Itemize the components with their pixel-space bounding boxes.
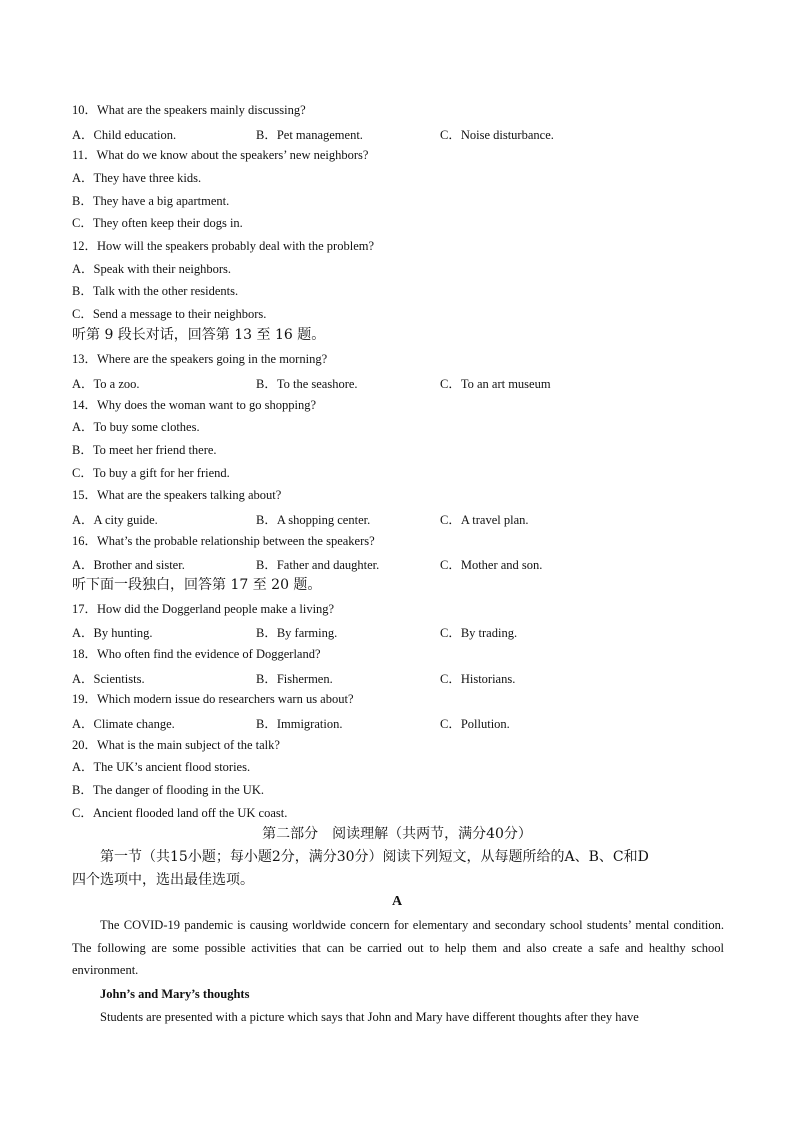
question-19-option-b: B．Immigration. [256,717,343,731]
question-16-option-b: B．Father and daughter. [256,558,380,572]
passage-paragraph-1: The COVID-19 pandemic is causing worldwide concern for elementary and secondary school students’ mental condition. The following are some possible activities that can be carried out to help them and also create a safe and healthy school environment. [72,918,724,977]
question-17-option-a: A．By hunting. [72,626,153,640]
question-12-option-b: B．Talk with the other residents. [72,284,239,298]
question-14-option-a: A．To buy some clothes. [72,420,200,434]
part-2-title: 第二部分 阅读理解（共两节，满分40分） [262,826,532,842]
question-11-option-c: C．They often keep their dogs in. [72,216,243,230]
question-12-option-a: A．Speak with their neighbors. [72,262,232,276]
question-13-option-c: C．To an art museum [440,377,551,391]
question-13-option-b: B．To the seashore. [256,377,358,391]
question-18-option-a: A．Scientists. [72,672,145,686]
passage-subheading: John’s and Mary’s thoughts [100,987,250,1001]
question-11-stem: 11．What do we know about the speakers’ new neighbors? [72,148,369,162]
question-17-stem: 17．How did the Doggerland people make a living? [72,602,335,616]
instruction-monologue: 听下面一段独白，回答第 17 至 20 题。 [72,577,322,593]
question-16-option-c: C．Mother and son. [440,558,543,572]
question-17-option-c: C．By trading. [440,626,518,640]
instruction-dialogue-9: 听第 9 段长对话，回答第 13 至 16 题。 [72,327,326,343]
question-16-option-a: A．Brother and sister. [72,558,185,572]
question-20-option-a: A．The UK’s ancient flood stories. [72,760,251,774]
question-15-option-c: C．A travel plan. [440,513,529,527]
section-1-instruction-line-2: 四个选项中，选出最佳选项。 [72,872,254,888]
question-13-stem: 13．Where are the speakers going in the morning? [72,352,328,366]
question-10-option-a: A．Child education. [72,128,177,142]
question-11-option-b: B．They have a big apartment. [72,194,230,208]
question-15-option-a: A．A city guide. [72,513,158,527]
passage-paragraph-2: Students are presented with a picture which says that John and Mary have different thoughts after they have [100,1010,639,1024]
section-1-instruction-line-1: 第一节（共15小题；每小题2分，满分30分）阅读下列短文，从每题所给的A、B、C和D [100,849,649,865]
question-20-option-b: B．The danger of flooding in the UK. [72,783,264,797]
question-20-stem: 20．What is the main subject of the talk? [72,738,280,752]
question-10-option-c: C．Noise disturbance. [440,128,554,142]
question-12-option-c: C．Send a message to their neighbors. [72,307,267,321]
question-11-option-a: A．They have three kids. [72,171,202,185]
question-10-option-b: B．Pet management. [256,128,363,142]
question-19-option-a: A．Climate change. [72,717,175,731]
passage-label: A [391,894,403,909]
question-19-stem: 19．Which modern issue do researchers warn us about? [72,692,354,706]
question-14-option-c: C．To buy a gift for her friend. [72,466,230,480]
question-14-stem: 14．Why does the woman want to go shopping? [72,398,317,412]
question-19-option-c: C．Pollution. [440,717,510,731]
question-15-stem: 15．What are the speakers talking about? [72,488,282,502]
question-18-option-b: B．Fishermen. [256,672,333,686]
question-16-stem: 16．What’s the probable relationship between the speakers? [72,534,375,548]
question-12-stem: 12．How will the speakers probably deal with the problem? [72,239,375,253]
question-18-stem: 18．Who often find the evidence of Doggerland? [72,647,321,661]
question-10-stem: 10．What are the speakers mainly discussing? [72,103,306,117]
question-14-option-b: B．To meet her friend there. [72,443,217,457]
question-15-option-b: B．A shopping center. [256,513,371,527]
question-18-option-c: C．Historians. [440,672,516,686]
question-20-option-c: C．Ancient flooded land off the UK coast. [72,806,288,820]
question-13-option-a: A．To a zoo. [72,377,140,391]
question-17-option-b: B．By farming. [256,626,338,640]
